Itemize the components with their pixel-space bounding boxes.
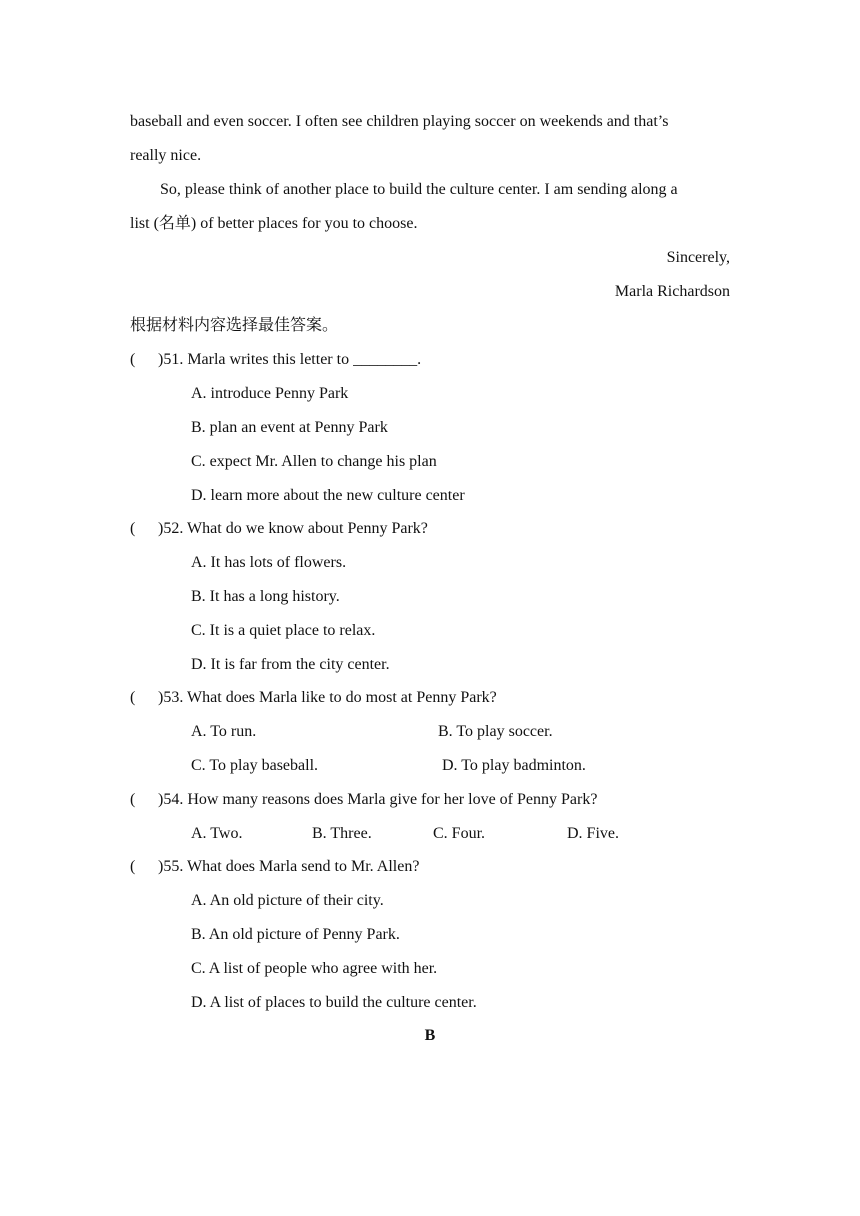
question-stem: )52. What do we know about Penny Park?: [158, 520, 428, 537]
question-stem: )55. What does Marla send to Mr. Allen?: [158, 858, 420, 875]
option-a: A. An old picture of their city.: [191, 892, 384, 909]
passage-line-4: list (名单) of better places for you to choose.: [130, 215, 418, 232]
option-d: D. It is far from the city center.: [191, 656, 390, 673]
option-b: B. To play soccer.: [438, 723, 553, 740]
option-d: D. A list of places to build the culture center.: [191, 994, 477, 1011]
question-stem: )53. What does Marla like to do most at Penny Park?: [158, 689, 497, 706]
option-c: C. Four.: [433, 825, 486, 842]
question-stem: )54. How many reasons does Marla give for her love of Penny Park?: [158, 791, 598, 808]
option-c: C. expect Mr. Allen to change his plan: [191, 453, 437, 470]
section-heading: B: [424, 1027, 436, 1044]
letter-signature: Marla Richardson: [614, 283, 730, 300]
option-a: A. Two.: [191, 825, 243, 842]
question-stem: )51. Marla writes this letter to ________.: [158, 351, 422, 368]
option-b: B. plan an event at Penny Park: [191, 419, 388, 436]
option-a: A. introduce Penny Park: [191, 385, 349, 402]
instruction: 根据材料内容选择最佳答案。: [130, 317, 339, 334]
passage-line-2: really nice.: [130, 147, 202, 164]
option-c: C. A list of people who agree with her.: [191, 960, 438, 977]
option-b: B. Three.: [312, 825, 372, 842]
option-d: D. To play badminton.: [442, 757, 586, 774]
answer-bracket: (: [130, 791, 136, 808]
letter-closing: Sincerely,: [666, 249, 730, 266]
option-b: B. An old picture of Penny Park.: [191, 926, 400, 943]
option-c: C. To play baseball.: [191, 757, 319, 774]
option-a: A. It has lots of flowers.: [191, 554, 347, 571]
answer-bracket: (: [130, 689, 136, 706]
option-a: A. To run.: [191, 723, 257, 740]
option-b: B. It has a long history.: [191, 588, 340, 605]
answer-bracket: (: [130, 351, 136, 368]
option-c: C. It is a quiet place to relax.: [191, 622, 376, 639]
option-d: D. Five.: [567, 825, 619, 842]
passage-line-3: So, please think of another place to build the culture center. I am sending along a: [160, 181, 678, 198]
passage-line-1: baseball and even soccer. I often see children playing soccer on weekends and that’s: [130, 113, 669, 130]
answer-bracket: (: [130, 858, 136, 875]
answer-bracket: (: [130, 520, 136, 537]
option-d: D. learn more about the new culture center: [191, 487, 465, 504]
